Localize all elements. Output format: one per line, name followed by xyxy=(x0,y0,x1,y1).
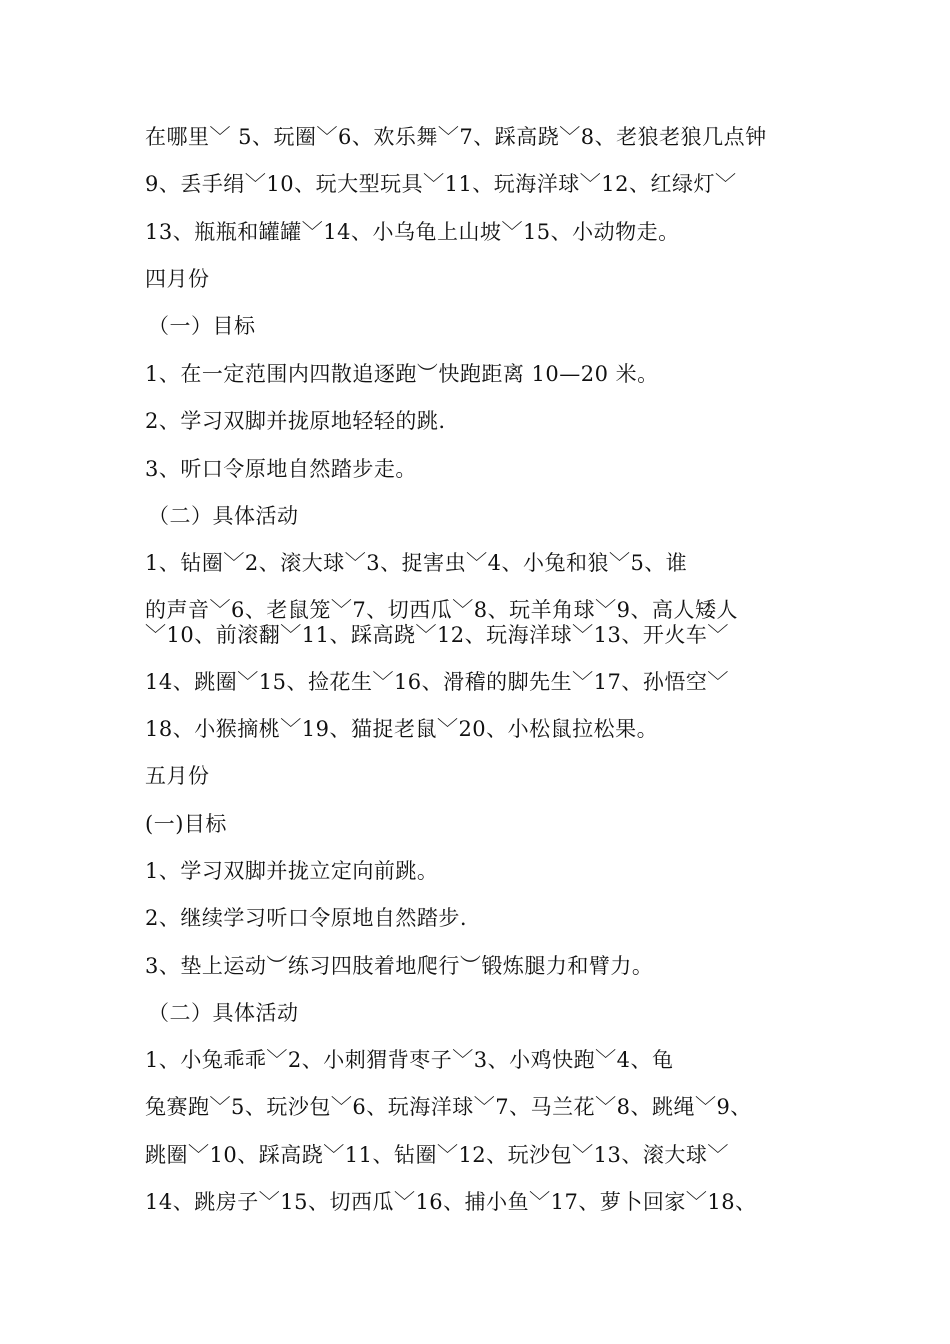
text-line: 兔赛跑﹀5、玩沙包﹀6、玩海洋球﹀7、马兰花﹀8、跳绳﹀9、 xyxy=(145,1095,752,1119)
text-line: 1、在一定范围内四散追逐跑︶快跑距离 10—20 米。 xyxy=(145,362,659,386)
subheading-goals: (一)目标 xyxy=(145,812,227,836)
subheading-activities: （二）具体活动 xyxy=(148,504,299,528)
text-line: 2、学习双脚并拢原地轻轻的跳. xyxy=(145,409,446,433)
text-line: 1、学习双脚并拢立定向前跳。 xyxy=(145,859,439,883)
subheading-goals: （一）目标 xyxy=(148,314,256,338)
text-line: 2、继续学习听口令原地自然踏步. xyxy=(145,906,468,930)
text-line: 14、跳房子﹀15、切西瓜﹀16、捕小鱼﹀17、萝卜回家﹀18、 xyxy=(145,1190,757,1214)
text-line: 3、听口令原地自然踏步走。 xyxy=(145,457,417,481)
text-line: 18、小猴摘桃﹀19、猫捉老鼠﹀20、小松鼠拉松果。 xyxy=(145,717,659,741)
text-line: 13、瓶瓶和罐罐﹀14、小乌龟上山坡﹀15、小动物走。 xyxy=(145,220,680,244)
text-line: 跳圈﹀10、踩高跷﹀11、钻圈﹀12、玩沙包﹀13、滚大球﹀ xyxy=(145,1143,729,1167)
text-line: ﹀10、前滚翻﹀11、踩高跷﹀12、玩海洋球﹀13、开火车﹀ xyxy=(145,623,729,647)
subheading-activities: （二）具体活动 xyxy=(148,1001,299,1025)
text-line: 3、垫上运动︶练习四肢着地爬行︶锻炼腿力和臂力。 xyxy=(145,954,654,978)
text-line: 1、小兔乖乖﹀2、小刺猬背枣子﹀3、小鸡快跑﹀4、龟 xyxy=(145,1048,674,1072)
text-line: 的声音﹀6、老鼠笼﹀7、切西瓜﹀8、玩羊角球﹀9、高人矮人 xyxy=(145,598,738,622)
text-line: 在哪里﹀ 5、玩圈﹀6、欢乐舞﹀7、踩高跷﹀8、老狼老狼几点钟 xyxy=(145,125,767,149)
text-line: 14、跳圈﹀15、捡花生﹀16、滑稽的脚先生﹀17、孙悟空﹀ xyxy=(145,670,729,694)
text-line: 1、钻圈﹀2、滚大球﹀3、捉害虫﹀4、小兔和狼﹀5、谁 xyxy=(145,551,688,575)
section-heading-april: 四月份 xyxy=(145,267,210,291)
text-line: 9、丢手绢﹀10、玩大型玩具﹀11、玩海洋球﹀12、红绿灯﹀ xyxy=(145,172,737,196)
section-heading-may: 五月份 xyxy=(145,764,210,788)
